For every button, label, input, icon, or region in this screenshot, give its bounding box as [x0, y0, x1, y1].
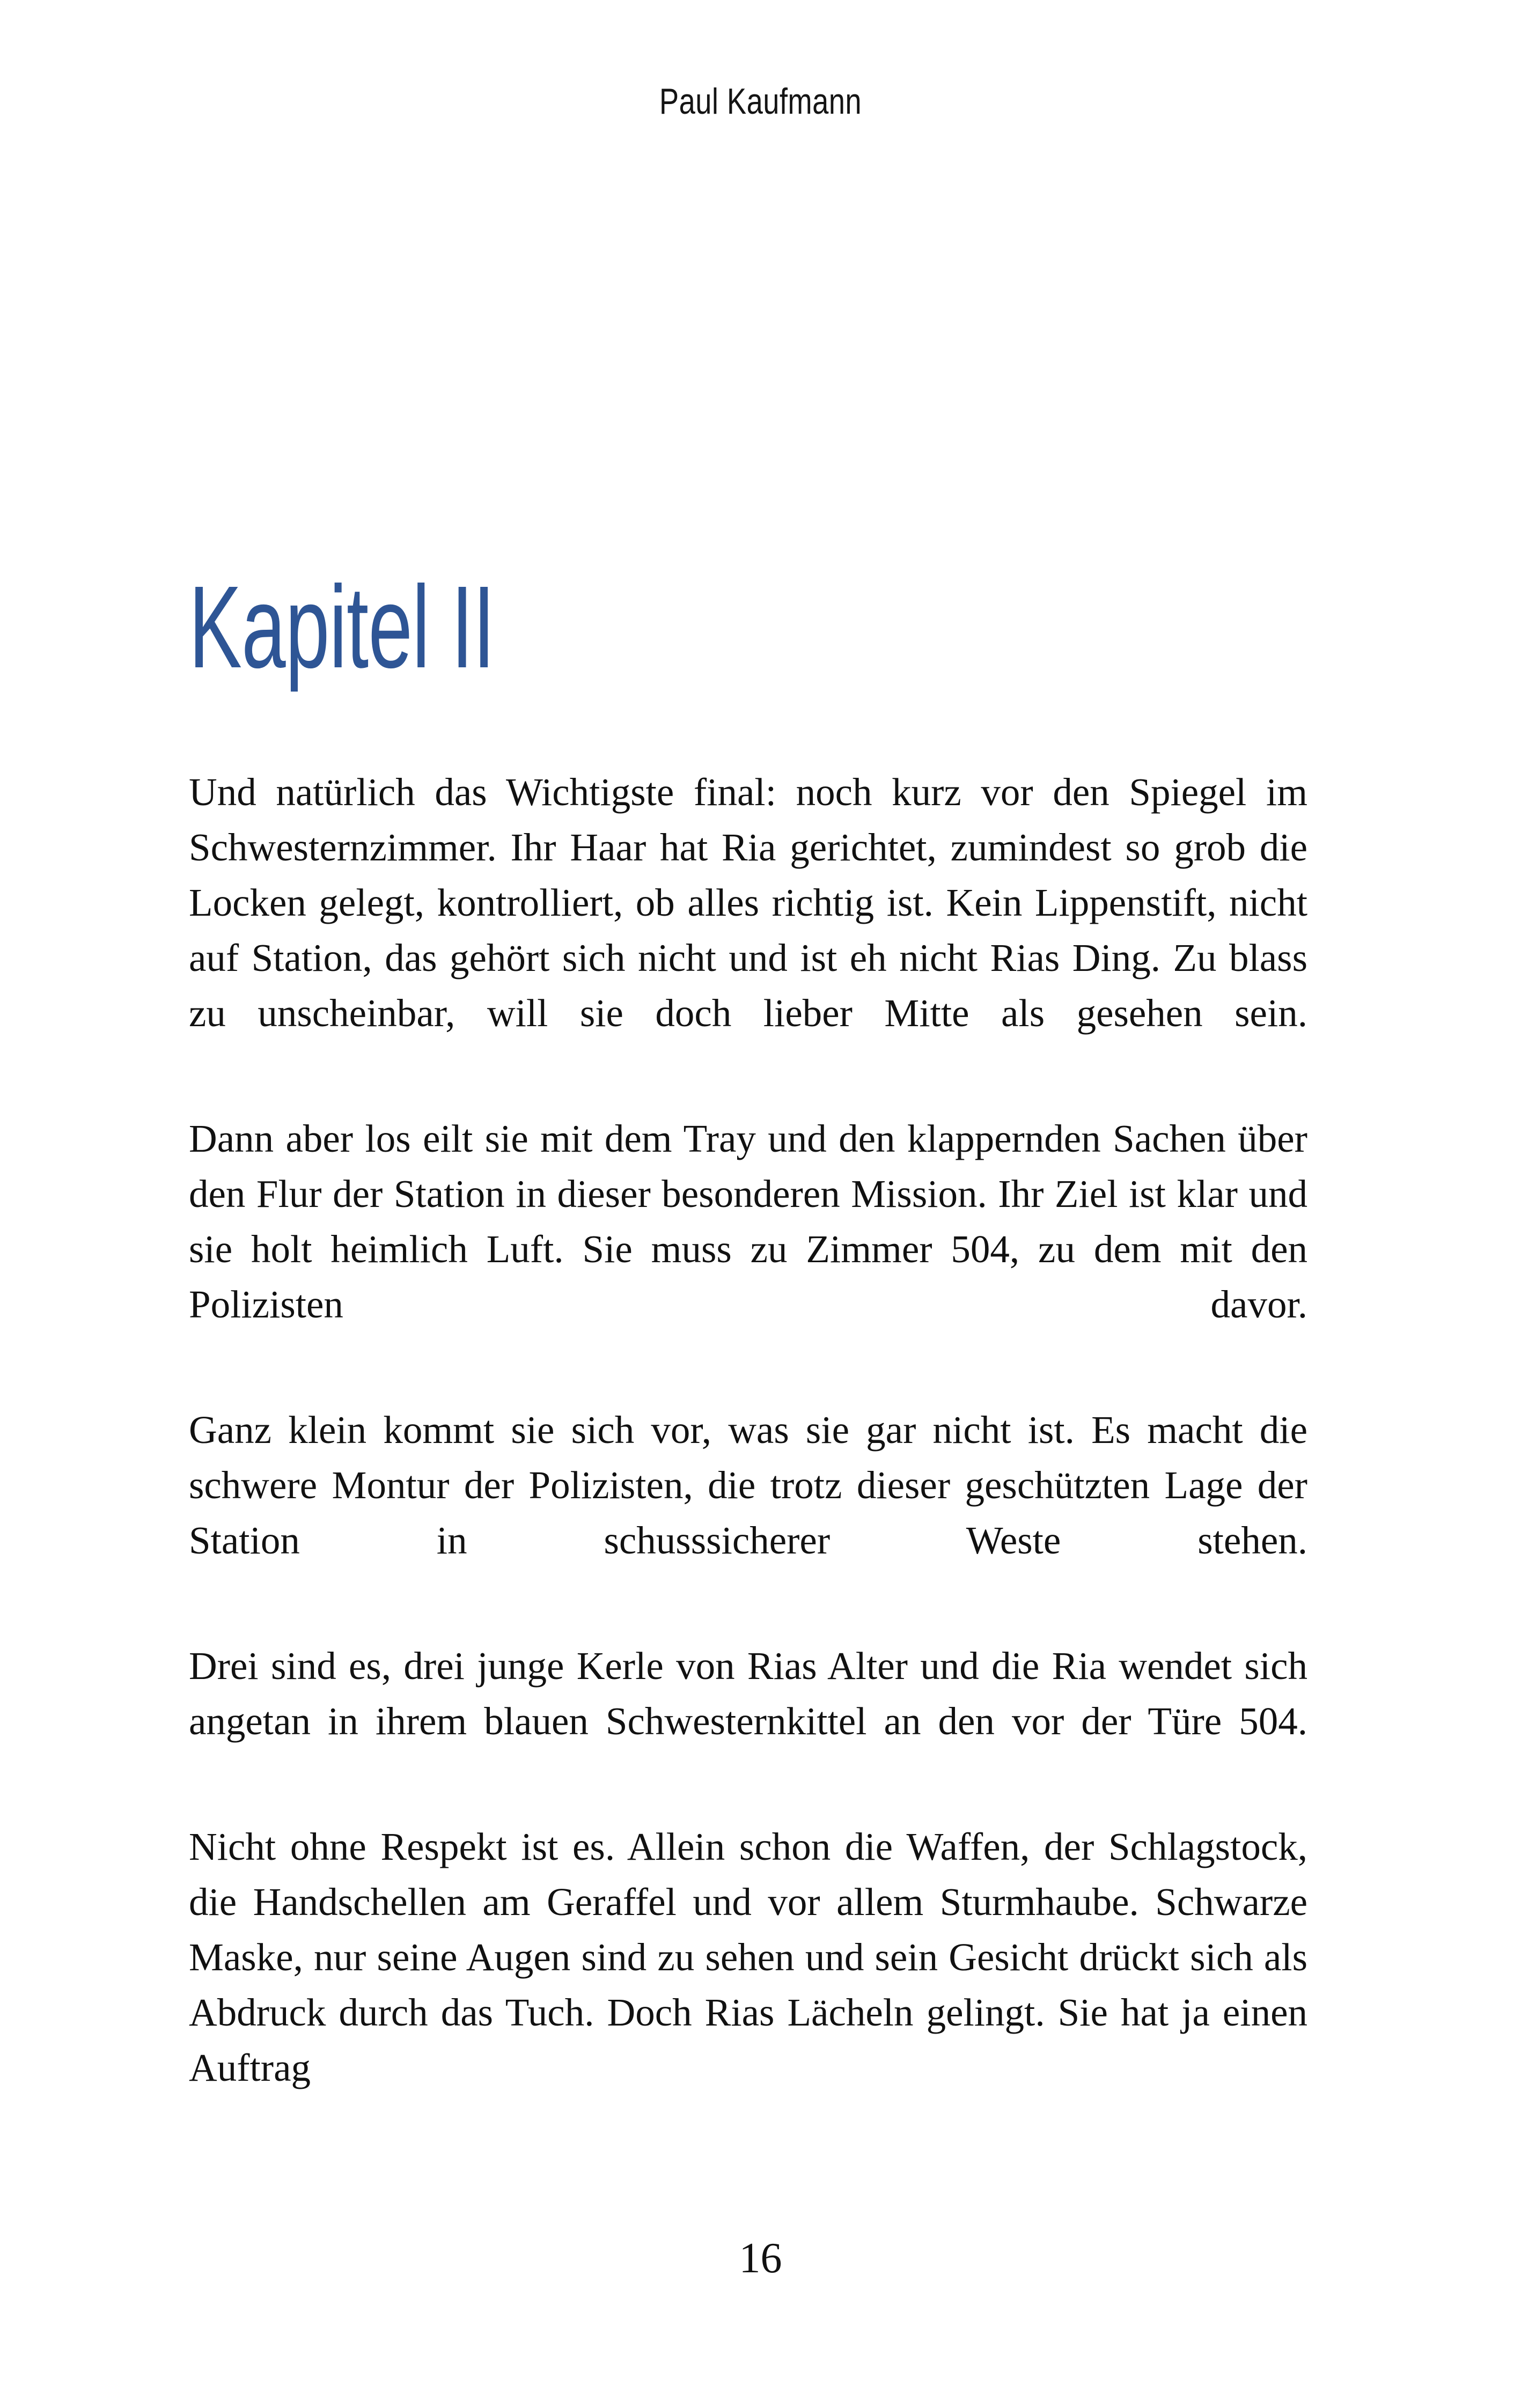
body-paragraph: Drei sind es, drei junge Kerle von Rias Alter und die Ria wendet sich angetan in ihrem blauen Schwesternkittel an den vor der Türe 504.: [189, 1644, 1307, 1743]
body-paragraph: Und natürlich das Wichtigste final: noch kurz vor den Spiegel im Schwesternzimmer. Ihr Haar hat Ria gerichtet, zumindest so grob die Locken gelegt, kontrolliert, ob alles richtig ist. Kein Lippenstift, nicht auf Station, das gehört sich nicht und ist eh nicht Rias Ding. Zu blass zu unscheinbar, will sie doch lieber Mitte als gesehen sein.: [189, 770, 1307, 1035]
chapter-title: Kapitel II: [189, 562, 495, 693]
body-paragraph: Nicht ohne Respekt ist es. Allein schon die Waffen, der Schlagstock, die Handschellen am Geraffel und vor allem Sturmhaube. Schwarze Maske, nur seine Augen sind zu sehen und sein Gesicht drückt sich als Abdruck durch das Tuch. Doch Rias Lächeln gelingt. Sie hat ja einen Auftrag: [189, 1825, 1307, 2089]
body-paragraph: Ganz klein kommt sie sich vor, was sie gar nicht ist. Es macht die schwere Montur der Polizisten, die trotz dieser geschützten Lage der Station in schusssicherer Weste stehen.: [189, 1408, 1307, 1562]
running-header: Paul Kaufmann: [659, 81, 862, 122]
body-paragraph: Dann aber los eilt sie mit dem Tray und den klappernden Sachen über den Flur der Station in dieser besonderen Mission. Ihr Ziel ist klar und sie holt heimlich Luft. Sie muss zu Zimmer 504, zu dem mit den Polizisten davor.: [189, 1117, 1307, 1326]
body-text-block: [189, 764, 1307, 2151]
page-number: 16: [739, 2235, 782, 2282]
